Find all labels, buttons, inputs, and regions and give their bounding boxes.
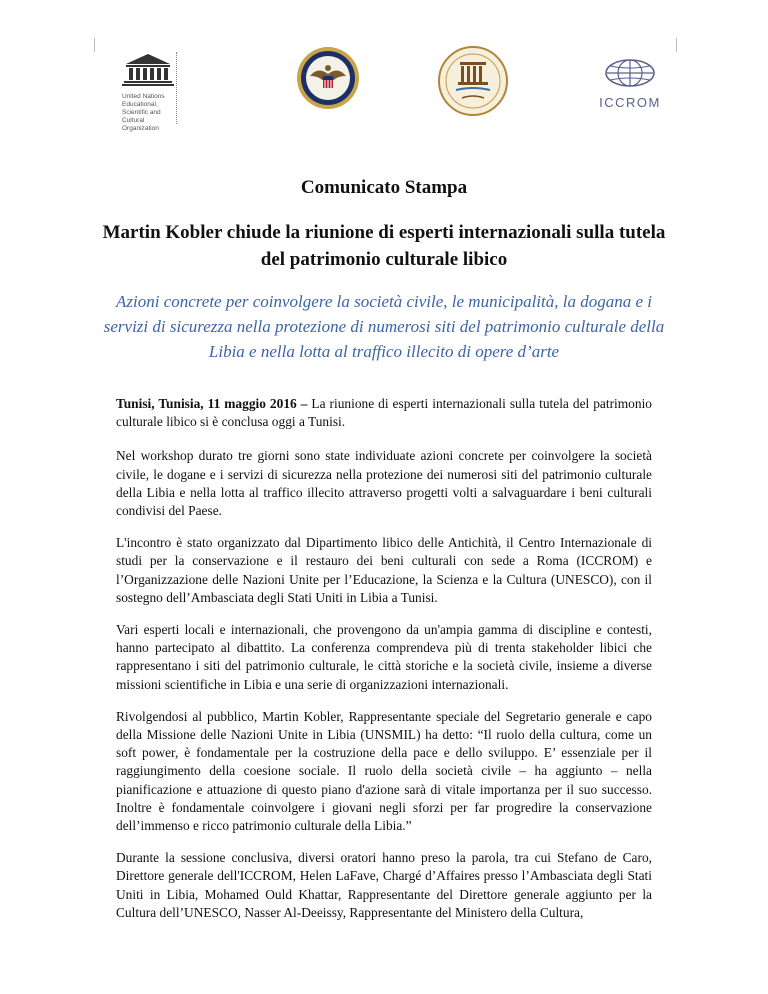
unesco-name-line: Cultural Organization [122, 117, 159, 132]
iccrom-logo [590, 58, 670, 110]
document-heading: Comunicato Stampa [300, 177, 468, 198]
iccrom-wordmark: ICCROM [599, 95, 661, 110]
body-paragraph: Rivolgendosi al pubblico, Martin Kobler, Rappresentante speciale del Segretario generale e capo della Missione delle Nazioni Unite in Libia (UNSMIL) ha detto: “Il ruolo della cultura, come un soft power, è fondamentale per la costruzione della pace e dello sviluppo. E’ essenziale per il raggiungimento della coesione sociale. Il ruolo della società civile – ha aggiunto – nella pianificazione e attuazione di questo piano d'azione sarà di vitale importanza per il suo successo. Inoltre è fondamentale coinvolgere i giovani negli sforzi per far progredire la conservazione dell’immenso e ricco patrimonio culturale della Libia.” [116, 708, 652, 834]
logo-divider [176, 52, 177, 124]
document-body [116, 395, 652, 936]
dateline: Tunisi, Tunisia, 11 maggio 2016 – [116, 396, 308, 411]
unesco-name-line: Educational, Scientific and [122, 101, 161, 116]
eagle-seal-icon [296, 46, 360, 110]
libya-antiquities-seal [438, 46, 508, 121]
unesco-logo [118, 52, 180, 133]
lead-text: La riunione di esperti internazionali sulla tutela del patrimonio culturale libico si è conclusa oggi a Tunisi. [116, 396, 652, 430]
document-title: Martin Kobler chiude la riunione di esperti internazionali sulla tutela del patrimonio culturale libico [102, 222, 666, 270]
unesco-name-line: United Nations [122, 93, 165, 100]
antiquities-seal-icon [438, 46, 508, 116]
body-paragraph: Nel workshop durato tre giorni sono state individuate azioni concrete per coinvolgere la società civile, le dogane e i servizi di sicurezza nella protezione dei numerosi siti del patrimonio culturale della Libia e nella lotta al traffico illecito attraverso progetti volti a salvaguardare i beni culturali condivisi del Paese. [116, 448, 652, 519]
us-embassy-seal [296, 46, 360, 115]
body-paragraph: Vari esperti locali e internazionali, che provengono da un'ampia gamma di discipline e contesti, hanno partecipato al dibattito. La conferenza comprendeva più di trenta stakeholder libici che rappresentano i siti del patrimonio culturale, le città storiche e la società civile, insieme a diverse missioni scientifiche in Libia e una serie di organizzazioni internazionali. [116, 622, 652, 692]
iccrom-globe-icon [604, 58, 656, 88]
lead-paragraph [116, 395, 652, 431]
body-paragraph: Durante la sessione conclusiva, diversi oratori hanno preso la parola, tra cui Stefano de Caro, Direttore generale dell'ICCROM, Helen LaFave, Chargé d’Affaires presso l’Ambasciata degli Stati Uniti in Libia, Mohamed Ould Khattar, Rappresentante del Direttore generale aggiunto per la Cultura dell’UNESCO, Nasser Al-Deeissy, Rappresentante del Ministero della Cultura, [116, 850, 652, 920]
logo-bar [0, 36, 768, 136]
document-subtitle: Azioni concrete per coinvolgere la società civile, le municipalità, la dogana e i servizi di sicurezza nella protezione di numerosi siti del patrimonio culturale della Libia e nella lotta al traffico illecito di opere d’arte [103, 292, 665, 361]
body-paragraph: L'incontro è stato organizzato dal Dipartimento libico delle Antichità, il Centro Internazionale di studi per la conservazione e il restauro dei beni culturali con sede a Roma (ICCROM) e l’Organizzazione delle Nazioni Unite per l’Educazione, la Scienza e la Cultura (UNESCO), con il sostegno dell’Ambasciata degli Stati Uniti in Libia a Tunisi. [116, 535, 652, 605]
unesco-temple-icon [118, 52, 178, 86]
